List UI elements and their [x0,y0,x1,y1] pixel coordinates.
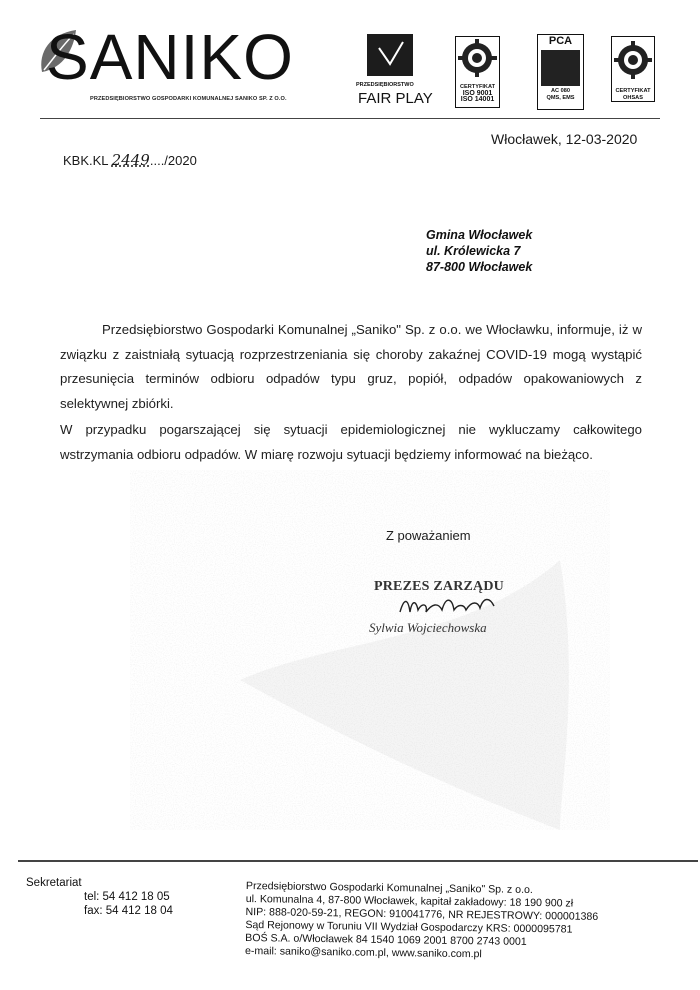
company-logo-text: SANIKO [46,21,294,93]
body-paragraph-1: Przedsiębiorstwo Gospodarki Komunalnej „Saniko" Sp. z o.o. we Włocławku, informuje, iż w związku z zaistniałą sytuacją rozprzestrzeniania się choroby zakaźnej COVID-19 mogą wystąpić przesunięcia terminów odbioru odpadów typu gruz, popiół, odpadów opakowaniowych z selektywnej zbiórki. [60,322,642,411]
pca-emblem-icon [541,50,580,86]
ohsas-certificate-badge [611,36,655,102]
fair-play-small-label: PRZEDSIĘBIORSTWO [356,82,414,88]
ohsas-line-1: CERTYFIKAT [615,88,651,94]
gear-cert-icon [456,37,499,79]
footer-line-nip: NIP: 888-020-59-21, REGON: 910041776, NR REJESTROWY: 000001386 [245,905,599,923]
secretariat-label: Sekretariat [26,877,82,889]
body-paragraph-2: W przypadku pogarszającej się sytuacji epidemiologicznej nie wykluczamy całkowitego wstrzymania odbioru odpadów. W miarę rozwoju sytuacji będziemy informować na bieżąco. [60,422,642,462]
iso-cert-line-2: ISO 9001 [462,89,493,97]
secretariat-fax: fax: 54 412 18 04 [84,905,173,917]
footer-line-bank: BOŚ S.A. o/Włocławek 84 1540 1069 2001 8700 2743 0001 [245,931,527,948]
footer-company-details [245,880,599,962]
footer-line-address: ul. Komunalna 4, 87-800 Włocławek, kapitał zakładowy: 18 190 900 zł [245,892,574,910]
pca-line-2: QMS, EMS [546,94,575,101]
letter-date: Włocławek, 12-03-2020 [491,131,638,147]
handwritten-signature [398,592,498,622]
fair-play-label: FAIR PLAY [358,90,433,107]
iso-certificate-badge [455,36,500,108]
reference-prefix: KBK.KL [63,153,109,168]
pca-line-1: AC 080 [551,88,570,94]
company-subtitle: PRZEDSIĘBIORSTWO GOSPODARKI KOMUNALNEJ SANIKO SP. Z O.O. [90,96,287,102]
reference-handwritten-number: 2449 [111,151,150,169]
closing-phrase: Z poważaniem [386,528,471,543]
pca-certificate-badge [537,34,584,110]
stamp-title: PREZES ZARZĄDU [374,579,504,594]
footer-line-email: e-mail: saniko@saniko.com.pl, www.saniko.com.pl [244,944,482,960]
iso-cert-line-1: CERTYFIKAT [459,84,495,90]
footer-line-court: Sąd Rejonowy w Toruniu VII Wydział Gospodarczy KRS: 0000095781 [245,918,573,936]
header-divider [40,118,660,119]
recipient-city: 87-800 Włocławek [426,260,533,274]
footer-line-company: Przedsiębiorstwo Gospodarki Komunalnej „Saniko" Sp. z o.o. [245,880,533,897]
gear-cert-icon [612,37,654,83]
checkmark-icon [367,34,413,76]
reference-number [63,151,197,169]
secretariat-phone: tel: 54 412 18 05 [84,891,170,903]
fair-play-emblem [367,34,413,76]
pca-label: PCA [548,35,573,47]
footer-contact [26,876,173,918]
footer-divider [18,860,698,862]
recipient-street: ul. Królewicka 7 [426,244,521,258]
iso-cert-line-3: ISO 14001 [460,96,495,104]
reference-suffix: ..../2020 [149,153,197,168]
ohsas-line-2: OHSAS [623,94,643,101]
recipient-name: Gmina Włocławek [426,228,533,242]
signatory-name: Sylwia Wojciechowska [369,620,487,635]
